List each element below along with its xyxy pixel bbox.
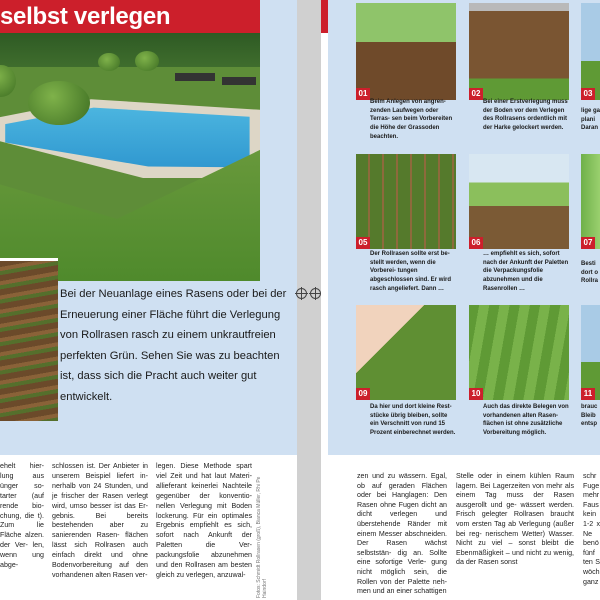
step-caption: Bei einer Erstverlegung muss der Boden vor dem Verlegen des Rollrasens ordentlich mit der Harke gelockert werden. (483, 99, 568, 132)
step-caption: brauc Bleib entsp (581, 404, 598, 428)
right-page (321, 0, 600, 600)
boxwood-bush (135, 51, 159, 71)
step-09 (356, 305, 456, 400)
registration-mark-icon (310, 288, 321, 299)
step-caption: Besti dort o Rollra (581, 261, 599, 285)
step-06 (469, 154, 569, 249)
step-number: 11 (581, 388, 595, 400)
step-photo (356, 305, 456, 400)
page-title: selbst verlegen (0, 3, 171, 30)
sun-lounger (222, 77, 256, 85)
step-number: 07 (581, 237, 595, 249)
step-11 (581, 305, 600, 400)
step-05 (356, 154, 456, 249)
intro-text: Bei der Neuanlage eines Rasens oder bei der Erneuerung einer Fläche führt die Verlegung von Rollrasen rasch zu einem unkrautfreien perfekten Grün. Sehen Sie was zu beachten ist, dass sich die Pracht auch weiter gut entwickelt. (60, 288, 287, 403)
step-number: 09 (356, 388, 370, 400)
step-01 (356, 3, 456, 100)
step-photo (356, 154, 456, 249)
body-column-1: ehelt hier- lung aus ünger so- tarter (auf rende bio- chung, die t). Zum lie Fläche alzen. der Ver- len, wenn ung abge- (0, 462, 44, 570)
step-photo (581, 154, 600, 249)
step-number: 06 (469, 237, 483, 249)
step-photo (581, 3, 600, 100)
title-bar (0, 0, 260, 33)
boxwood-bush (98, 53, 120, 71)
step-photo (469, 3, 569, 100)
photo-credit: Fotos: Schmidt Rollrasen (groß), Bianca Müller, Rhi Pe Haindorf (256, 476, 268, 598)
step-caption: lige ga plani Daran (581, 108, 600, 132)
step-photo (581, 305, 600, 400)
body-column-2: schlossen ist. Der Anbieter in unserem Beispiel liefert in- nerhalb von 24 Stunden, und je frischer der Rasen verlegt wird, umso besser ist das Er- gebnis. Bei bereits bestehenden aber zu sanierenden Rasen- flächen lässt sich Rollrasen auch einfach direkt und ohne Bodenvorbereitung auf den vorhandenen alten Rasen ver- (52, 462, 148, 579)
boxwood-bush (28, 81, 90, 125)
step-caption: Auch das direkte Belegen von vorhandenen alten Rasen- flächen ist ohne zusätzliche Vorbereitung möglich. (483, 404, 569, 437)
step-number: 03 (581, 88, 595, 100)
step-07 (581, 154, 600, 249)
step-number: 05 (356, 237, 370, 249)
body-column-5: Stelle oder in einem kühlen Raum lagern. Bei Lagerzeiten von mehr als einem Tag muss der Rasen ausgerollt und ge- wässert werden. Frisch gelegter Rollrasen braucht vom ersten Tag ab Verlegung (außer bei reg- nerischem Wetter) Wasser. Nicht zu viel – sonst bleibt die Ebenmäßigkeit – und nicht zu wenig, da der Rasen sonst (456, 472, 574, 567)
body-column-3: legen. Diese Methode spart viel Zeit und hat laut Materi- allieferant keinerlei Nachteile gegenüber der konventio- nellen Verlegung mit Boden lockerung. Für ein optimales Ergebnis empfiehlt es sich, sofort nach Ankunft der Paletten die Ver- packungsfolie abzunehmen und den Rollrasen am besten gleich zu verlegen, anzuwal- (156, 462, 252, 579)
step-caption: Da hier und dort kleine Rest- stücke übrig bleiben, sollte ein Verschnitt von rund 15 Prozent einberechnet werden. (370, 404, 456, 437)
step-number: 10 (469, 388, 483, 400)
body-column-4: zen und zu wässern. Egal, ob auf geraden Flächen oder bei Hanglagen: Den Rasen ohne Fugen dicht an dicht verlegen und überstehende Ränder mit einem Messer abschneiden. Der Rasen wächst selbststän- dig an. Sollte eine sofortige Verle- gung nicht möglich sein, die Rollen von der Palette neh- men und an einer schattigen (357, 472, 447, 596)
steps-panel (328, 0, 600, 455)
step-photo (356, 3, 456, 100)
step-number: 02 (469, 88, 483, 100)
sod-roll-photo (0, 258, 58, 421)
registration-mark-icon (296, 288, 307, 299)
step-caption: Beim Anlegen von angren- zenden Laufwegen oder Terras- sen beim Vorbereiten die Höhe der Grassoden beachten. (370, 99, 453, 140)
spread-gutter (297, 0, 321, 600)
step-03 (581, 3, 600, 100)
sun-lounger (175, 73, 215, 81)
step-number: 01 (356, 88, 370, 100)
body-column-6: schr Fuge mehr Faus kein 1-2 x Ne benö fünf ten S wöch ganz (583, 472, 600, 586)
step-photo (469, 154, 569, 249)
hedge (0, 33, 260, 67)
step-10 (469, 305, 569, 400)
step-caption: Der Rollrasen sollte erst be- stellt werden, wenn die Vorberei- tungen abgeschlossen sind. Er wird rasch angeliefert. Dann … (370, 251, 452, 292)
step-02 (469, 3, 569, 100)
step-photo (469, 305, 569, 400)
step-caption: … empfiehlt es sich, sofort nach der Ankunft der Paletten die Verpackungsfolie abzunehmen und die Rasenrollen … (483, 251, 569, 292)
red-tab (321, 0, 328, 33)
hero-photo-pool-garden (0, 33, 260, 281)
boxwood-bush (0, 65, 16, 97)
left-page (0, 0, 297, 600)
